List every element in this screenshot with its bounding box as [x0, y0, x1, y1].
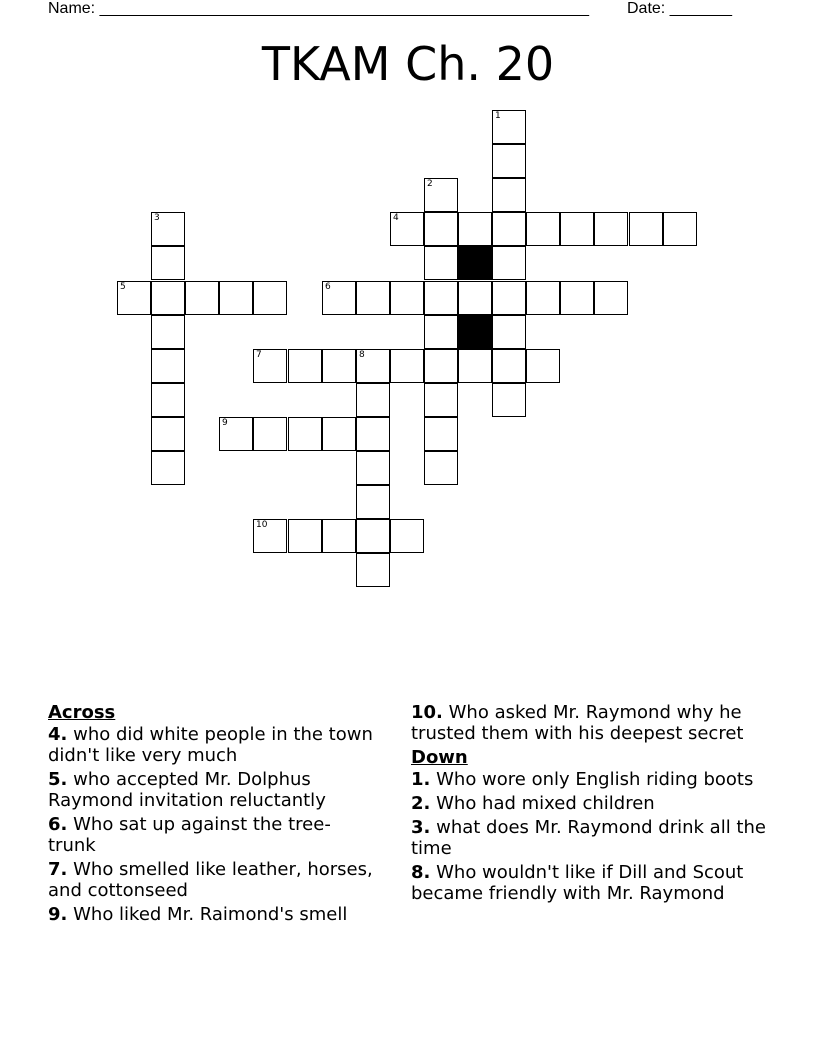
- grid-cell[interactable]: [629, 212, 663, 246]
- clue-number: 2.: [411, 793, 431, 814]
- across-heading: Across: [48, 702, 116, 723]
- grid-cell[interactable]: [151, 212, 185, 246]
- clue-text: who accepted Mr. Dolphus Raymond invitation reluctantly: [48, 769, 326, 811]
- clue-number: 9.: [48, 904, 68, 925]
- grid-cell[interactable]: [492, 315, 526, 349]
- clue-number: 1.: [411, 769, 431, 790]
- grid-cell[interactable]: [424, 212, 458, 246]
- cell-number: 7: [256, 350, 262, 360]
- clue-down-2: [411, 793, 781, 814]
- clue-text: Who had mixed children: [436, 793, 655, 814]
- grid-cell[interactable]: [458, 212, 492, 246]
- grid-cell[interactable]: [492, 349, 526, 383]
- grid-cell[interactable]: [424, 383, 458, 417]
- grid-cell[interactable]: [151, 451, 185, 485]
- grid-cell[interactable]: [356, 383, 390, 417]
- grid-cell[interactable]: [253, 281, 287, 315]
- grid-cell[interactable]: [151, 281, 185, 315]
- grid-cell[interactable]: [322, 519, 356, 553]
- grid-cell[interactable]: [253, 349, 287, 383]
- clue-across-4: [48, 724, 378, 766]
- cell-number: 10: [256, 520, 268, 530]
- clue-number: 3.: [411, 817, 431, 838]
- page-title: TKAM Ch. 20: [261, 37, 555, 91]
- clue-across-10: [411, 702, 781, 744]
- grid-cell[interactable]: [356, 519, 390, 553]
- clue-text: Who smelled like leather, horses, and cottonseed: [48, 859, 373, 901]
- grid-cell[interactable]: [151, 417, 185, 451]
- grid-cell[interactable]: [492, 110, 526, 144]
- grid-cell[interactable]: [356, 349, 390, 383]
- grid-cell[interactable]: [356, 553, 390, 587]
- grid-cell[interactable]: [253, 519, 287, 553]
- grid-cell[interactable]: [185, 281, 219, 315]
- date-line: Date: _______: [627, 0, 732, 17]
- grid-cell[interactable]: [288, 417, 322, 451]
- grid-cell[interactable]: [594, 212, 628, 246]
- clue-down-8: [411, 862, 781, 904]
- grid-cell[interactable]: [424, 178, 458, 212]
- black-square: [458, 246, 492, 280]
- clue-text: Who asked Mr. Raymond why he trusted them with his deepest secret: [411, 702, 744, 744]
- grid-cell[interactable]: [151, 349, 185, 383]
- clue-number: 4.: [48, 724, 68, 745]
- grid-cell[interactable]: [322, 349, 356, 383]
- grid-cell[interactable]: [492, 212, 526, 246]
- grid-cell[interactable]: [390, 281, 424, 315]
- grid-cell[interactable]: [424, 349, 458, 383]
- cell-number: 1: [495, 111, 501, 121]
- grid-cell[interactable]: [492, 281, 526, 315]
- grid-cell[interactable]: [526, 212, 560, 246]
- grid-cell[interactable]: [219, 281, 253, 315]
- grid-cell[interactable]: [356, 281, 390, 315]
- grid-cell[interactable]: [288, 519, 322, 553]
- grid-cell[interactable]: [663, 212, 697, 246]
- grid-cell[interactable]: [356, 451, 390, 485]
- grid-cell[interactable]: [458, 281, 492, 315]
- grid-cell[interactable]: [356, 417, 390, 451]
- grid-cell[interactable]: [219, 417, 253, 451]
- clue-text: Who liked Mr. Raimond's smell: [73, 904, 348, 925]
- grid-cell[interactable]: [424, 417, 458, 451]
- clues-left-column: [48, 702, 378, 928]
- clue-text: Who wouldn't like if Dill and Scout became friendly with Mr. Raymond: [411, 862, 744, 904]
- grid-cell[interactable]: [424, 315, 458, 349]
- clue-text: Who sat up against the tree-trunk: [48, 814, 331, 856]
- clue-down-3: [411, 817, 781, 859]
- cell-number: 6: [325, 282, 331, 292]
- grid-cell[interactable]: [322, 417, 356, 451]
- cell-number: 5: [120, 282, 126, 292]
- grid-cell[interactable]: [492, 383, 526, 417]
- grid-cell[interactable]: [390, 212, 424, 246]
- clue-number: 6.: [48, 814, 68, 835]
- grid-cell[interactable]: [492, 246, 526, 280]
- grid-cell[interactable]: [560, 212, 594, 246]
- clue-number: 10.: [411, 702, 443, 723]
- grid-cell[interactable]: [492, 144, 526, 178]
- grid-cell[interactable]: [526, 281, 560, 315]
- clue-down-1: [411, 769, 781, 790]
- grid-cell[interactable]: [117, 281, 151, 315]
- grid-cell[interactable]: [492, 178, 526, 212]
- name-line: Name: _______________________________________________________: [48, 0, 589, 17]
- clue-text: who did white people in the town didn't like very much: [48, 724, 373, 766]
- grid-cell[interactable]: [560, 281, 594, 315]
- clue-number: 8.: [411, 862, 431, 883]
- clue-across-9: [48, 904, 378, 925]
- grid-cell[interactable]: [424, 246, 458, 280]
- clue-number: 5.: [48, 769, 68, 790]
- grid-cell[interactable]: [594, 281, 628, 315]
- grid-cell[interactable]: [424, 451, 458, 485]
- grid-cell[interactable]: [458, 349, 492, 383]
- grid-cell[interactable]: [356, 485, 390, 519]
- grid-cell[interactable]: [151, 315, 185, 349]
- grid-cell[interactable]: [322, 281, 356, 315]
- grid-cell[interactable]: [424, 281, 458, 315]
- clue-number: 7.: [48, 859, 68, 880]
- black-square: [458, 315, 492, 349]
- cell-number: 2: [427, 179, 433, 189]
- clue-text: Who wore only English riding boots: [436, 769, 754, 790]
- grid-cell[interactable]: [526, 349, 560, 383]
- cell-number: 9: [222, 418, 228, 428]
- grid-cell[interactable]: [151, 246, 185, 280]
- down-heading: Down: [411, 747, 468, 768]
- cell-number: 4: [393, 213, 399, 223]
- grid-cell[interactable]: [288, 349, 322, 383]
- clue-text: what does Mr. Raymond drink all the time: [411, 817, 766, 859]
- clues-right-column: [411, 702, 781, 907]
- grid-cell[interactable]: [151, 383, 185, 417]
- clue-across-6: [48, 814, 378, 856]
- grid-cell[interactable]: [253, 417, 287, 451]
- cell-number: 3: [154, 213, 160, 223]
- clue-across-5: [48, 769, 378, 811]
- grid-cell[interactable]: [390, 349, 424, 383]
- grid-cell[interactable]: [390, 519, 424, 553]
- clue-across-7: [48, 859, 378, 901]
- cell-number: 8: [359, 350, 365, 360]
